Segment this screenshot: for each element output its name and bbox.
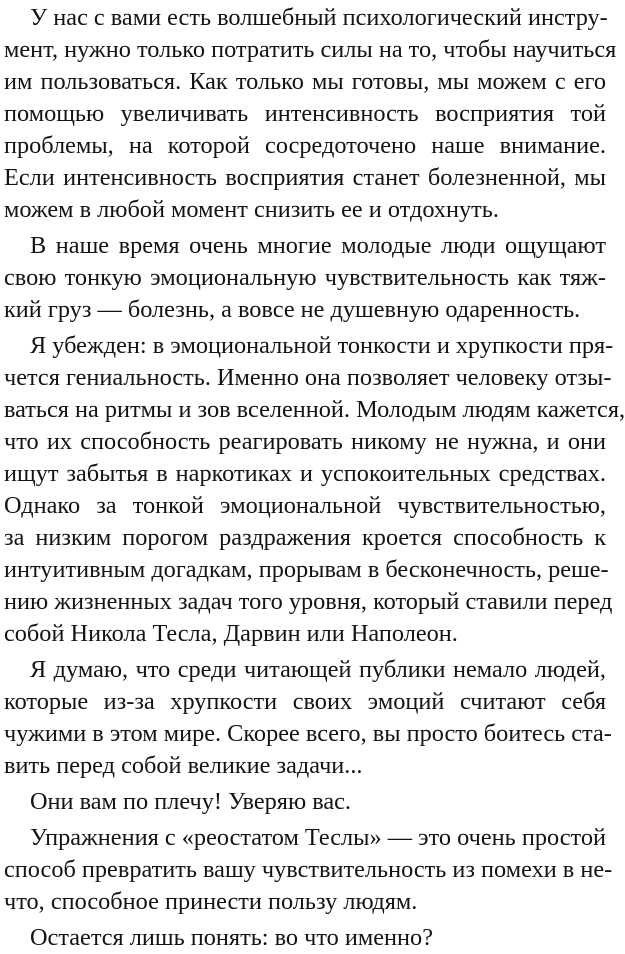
text-line: Они вам по плечу! Уверяю вас. — [30, 788, 351, 815]
text-line: нию жизненных задач того уровня, который ставили перед — [4, 588, 613, 615]
text-line: У нас с вами есть волшебный психологический инстру- — [30, 4, 608, 31]
text-line: за низким порогом раздражения кроется способность к — [4, 524, 606, 551]
text-line: Я думаю, что среди читающей публики немало людей, — [30, 656, 606, 683]
text-line: что их способность реагировать никому не нужна, и они — [4, 428, 606, 455]
text-line: им пользоваться. Как только мы готовы, мы можем с его — [4, 68, 606, 95]
book-page — [4, 0, 625, 951]
text-line: мент, нужно только потратить силы на то, чтобы научиться — [4, 36, 617, 63]
text-line: чется гениальность. Именно она позволяет человеку отзы- — [4, 364, 612, 391]
text-line: кий груз — болезнь, а вовсе не душевную одаренность. — [4, 296, 581, 323]
text-line: Остается лишь понять: во что именно? — [30, 924, 433, 951]
text-line: вить перед собой великие задачи... — [4, 752, 363, 779]
text-line: можем в любой момент снизить ее и отдохнуть. — [4, 196, 499, 223]
text-line: Если интенсивность восприятия станет болезненной, мы — [4, 164, 606, 191]
text-line: ищут забытья в наркотиках и успокоительных средствах. — [4, 460, 606, 487]
text-line: свою тонкую эмоциональную чувствительность как тяж- — [4, 264, 606, 291]
text-line: ваться на ритмы и зов вселенной. Молодым людям кажется, — [4, 396, 625, 423]
text-line: В наше время очень многие молодые люди ощущают — [30, 232, 606, 259]
text-line: Однако за тонкой эмоциональной чувствительностью, — [4, 492, 606, 519]
text-line: помощью увеличивать интенсивность восприятия той — [4, 100, 606, 127]
text-line: Упражнения с «реостатом Теслы» — это очень простой — [30, 824, 606, 851]
text-line: способ превратить вашу чувствительность из помехи в не- — [4, 856, 613, 883]
text-line: Я убежден: в эмоциональной тонкости и хрупкости пря- — [30, 332, 614, 359]
text-line: чужими в этом мире. Скорее всего, вы просто боитесь ста- — [4, 720, 612, 747]
text-line: собой Никола Тесла, Дарвин или Наполеон. — [4, 620, 458, 647]
text-line: которые из-за хрупкости своих эмоций считают себя — [4, 688, 606, 715]
text-line: проблемы, на которой сосредоточено наше внимание. — [4, 132, 606, 159]
text-line: что, способное принести пользу людям. — [4, 888, 418, 915]
text-line: интуитивным догадкам, прорывам в бесконечность, реше- — [4, 556, 609, 583]
